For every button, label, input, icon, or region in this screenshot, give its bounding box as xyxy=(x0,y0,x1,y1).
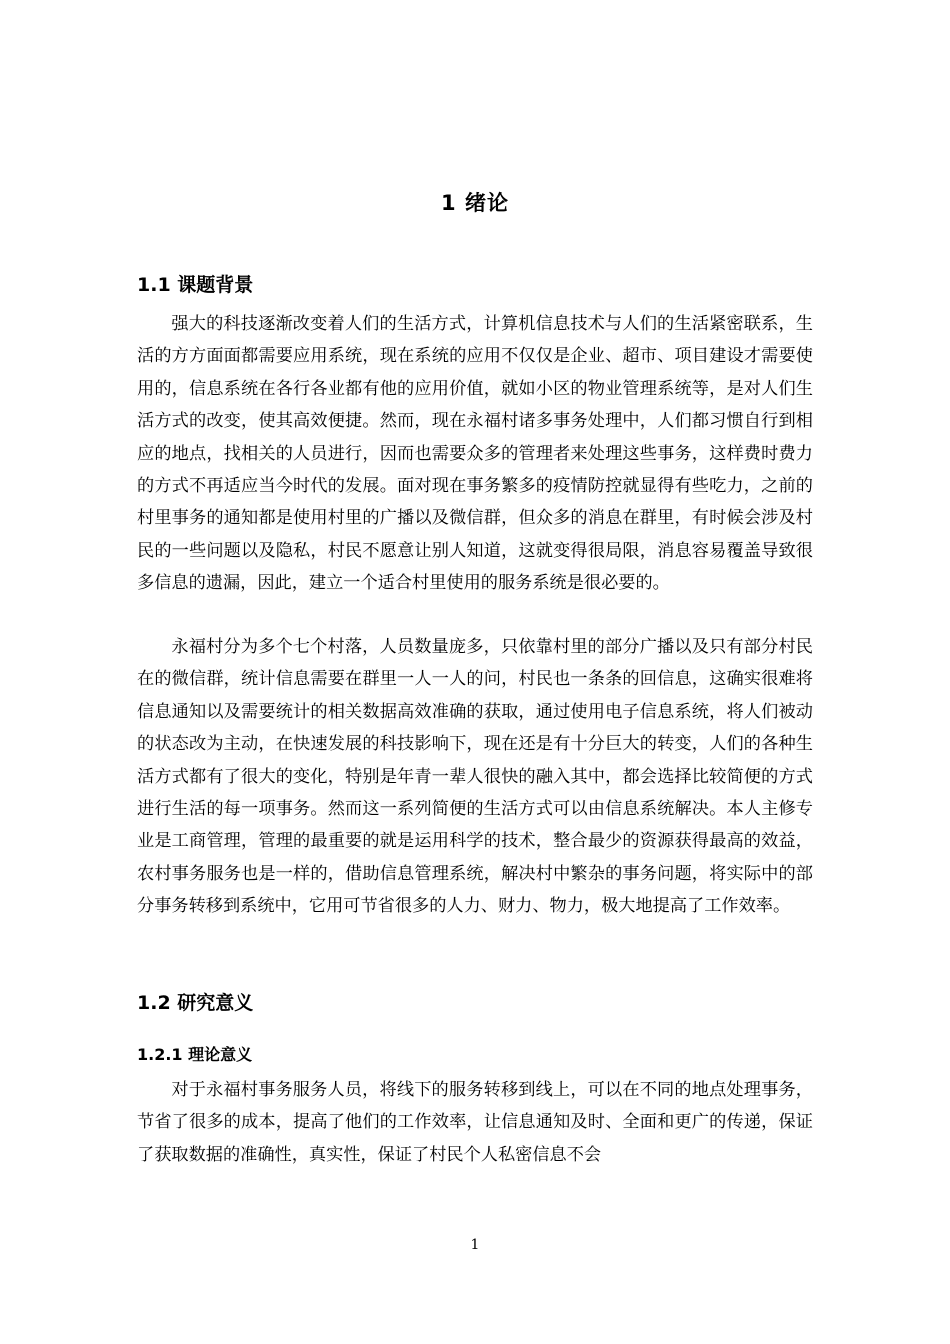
chapter-title: 1 绪论 xyxy=(441,191,509,215)
paragraph-background-2: 永福村分为多个七个村落，人员数量庞多，只依靠村里的部分广播以及只有部分村民在的微信群，统计信息需要在群里一人一人的问，村民也一条条的回信息，这确实很难将信息通知以及需要统计的相关数据高效准确的获取，通过使用电子信息系统，将人们被动的状态改为主动，在快速发展的科技影响下，现在还是有十分巨大的转变，人们的各种生活方式都有了很大的变化，特别是年青一辈人很快的融入其中，都会选择比较简便的方式进行生活的每一项事务。然而这一系列简便的生活方式可以由信息系统解决。本人主修专业是工商管理，管理的最重要的就是运用科学的技术，整合最少的资源获得最高的效益，农村事务服务也是一样的，借助信息管理系统，解决村中繁杂的事务问题，将实际中的部分事务转移到系统中，它用可节省很多的人力、财力、物力，极大地提高了工作效率。 xyxy=(137,637,813,917)
subsection-heading-theory: 1.2.1 理论意义 xyxy=(137,1045,253,1064)
paragraph-background-1: 强大的科技逐渐改变着人们的生活方式，计算机信息技术与人们的生活紧密联系，生活的方方面面都需要应用系统，现在系统的应用不仅仅是企业、超市、项目建设才需要使用的，信息系统在各行各业都有他的应用价值，就如小区的物业管理系统等，是对人们生活方式的改变，使其高效便捷。然而，现在永福村诸多事务处理中，人们都习惯自行到相应的地点，找相关的人员进行，因而也需要众多的管理者来处理这些事务，这样费时费力的方式不再适应当今时代的发展。面对现在事务繁多的疫情防控就显得有些吃力，之前的村里事务的通知都是使用村里的广播以及微信群，但众多的消息在群里，有时候会涉及村民的一些问题以及隐私，村民不愿意让别人知道，这就变得很局限，消息容易覆盖导致很多信息的遗漏，因此，建立一个适合村里使用的服务系统是很必要的。 xyxy=(137,314,813,594)
paragraph-theory: 对于永福村事务服务人员，将线下的服务转移到线上，可以在不同的地点处理事务，节省了很多的成本，提高了他们的工作效率，让信息通知及时、全面和更广的传递，保证了获取数据的准确性，真实性，保证了村民个人私密信息不会 xyxy=(137,1080,813,1165)
section-heading-background: 1.1 课题背景 xyxy=(137,274,254,296)
section-heading-significance: 1.2 研究意义 xyxy=(137,992,254,1014)
page-number: 1 xyxy=(470,1237,480,1253)
